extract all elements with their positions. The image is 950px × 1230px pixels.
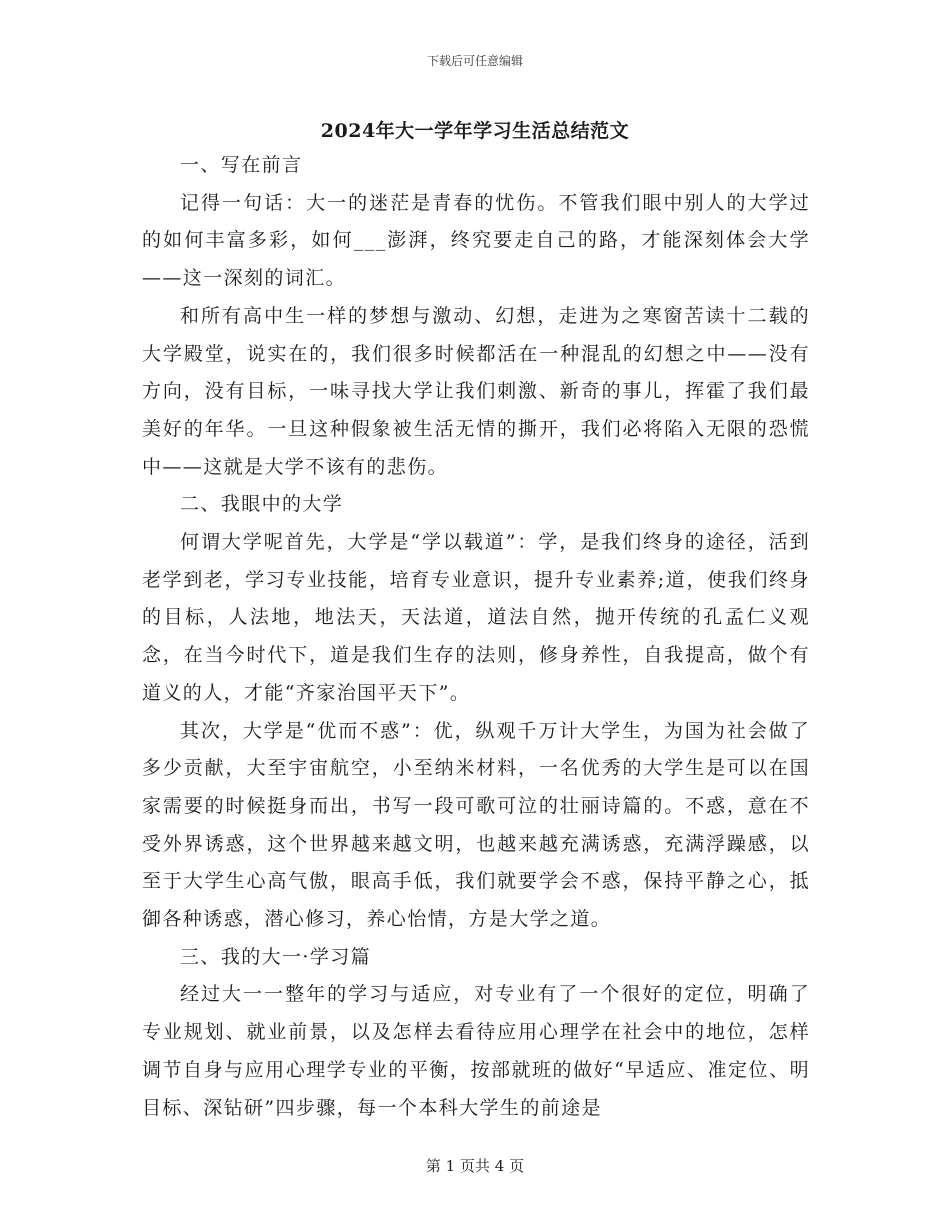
document-title: 2024年大一学年学习生活总结范文 bbox=[320, 120, 630, 142]
document-body bbox=[142, 147, 810, 1127]
section-heading-study: 三、我的大一·学习篇 bbox=[180, 945, 372, 968]
paragraph: 记得一句话：大一的迷茫是青春的忧伤。不管我们眼中别人的大学过的如何丰富多彩，如何___澎湃，终究要走自己的路，才能深刻体会大学——这一深刻的词汇。 bbox=[142, 191, 810, 290]
section-heading-preface: 一、写在前言 bbox=[180, 154, 303, 176]
paragraph: 经过大一一整年的学习与适应，对专业有了一个很好的定位，明确了专业规划、就业前景，以及怎样去看待应用心理学在社会中的地位，怎样调节自身与应用心理学专业的平衡，按部就班的做好“早适应、准定位、明目标、深钻研”四步骤，每一个本科大学生的前途是 bbox=[142, 983, 810, 1119]
section-heading-university: 二、我眼中的大学 bbox=[180, 493, 344, 516]
paragraph: 和所有高中生一样的梦想与激动、幻想，走进为之寒窗苦读十二载的大学殿堂，说实在的，我们很多时候都活在一种混乱的幻想之中——没有方向，没有目标，一味寻找大学让我们刺激、新奇的事儿，挥霍了我们最美好的年华。一旦这种假象被生活无情的撕开，我们必将陷入无限的恐慌中——这就是大学不该有的悲伤。 bbox=[142, 304, 810, 478]
paragraph: 何谓大学呢首先，大学是“学以载道”：学，是我们终身的途径，活到老学到老，学习专业技能，培育专业意识，提升专业素养;道，使我们终身的目标，人法地，地法天，天法道，道法自然，抛开传统的孔孟仁义观念，在当今时代下，道是我们生存的法则，修身养性，自我提高，做个有道义的人，才能“齐家治国平天下”。 bbox=[142, 531, 810, 704]
page-number-footer: 第 1 页共 4 页 bbox=[425, 1157, 525, 1175]
page-header-note: 下载后可任意编辑 bbox=[426, 54, 523, 68]
paragraph: 其次，大学是“优而不惑”：优，纵观千万计大学生，为国为社会做了多少贡献，大至宇宙航空，小至纳米材料，一名优秀的大学生是可以在国家需要的时候挺身而出，书写一段可歌可泣的壮丽诗篇的。不惑，意在不受外界诱惑，这个世界越来越文明，也越来越充满诱惑，充满浮躁感，以至于大学生心高气傲，眼高手低，我们就要学会不惑，保持平静之心，抵御各种诱惑，潜心修习，养心怡情，方是大学之道。 bbox=[142, 719, 810, 931]
